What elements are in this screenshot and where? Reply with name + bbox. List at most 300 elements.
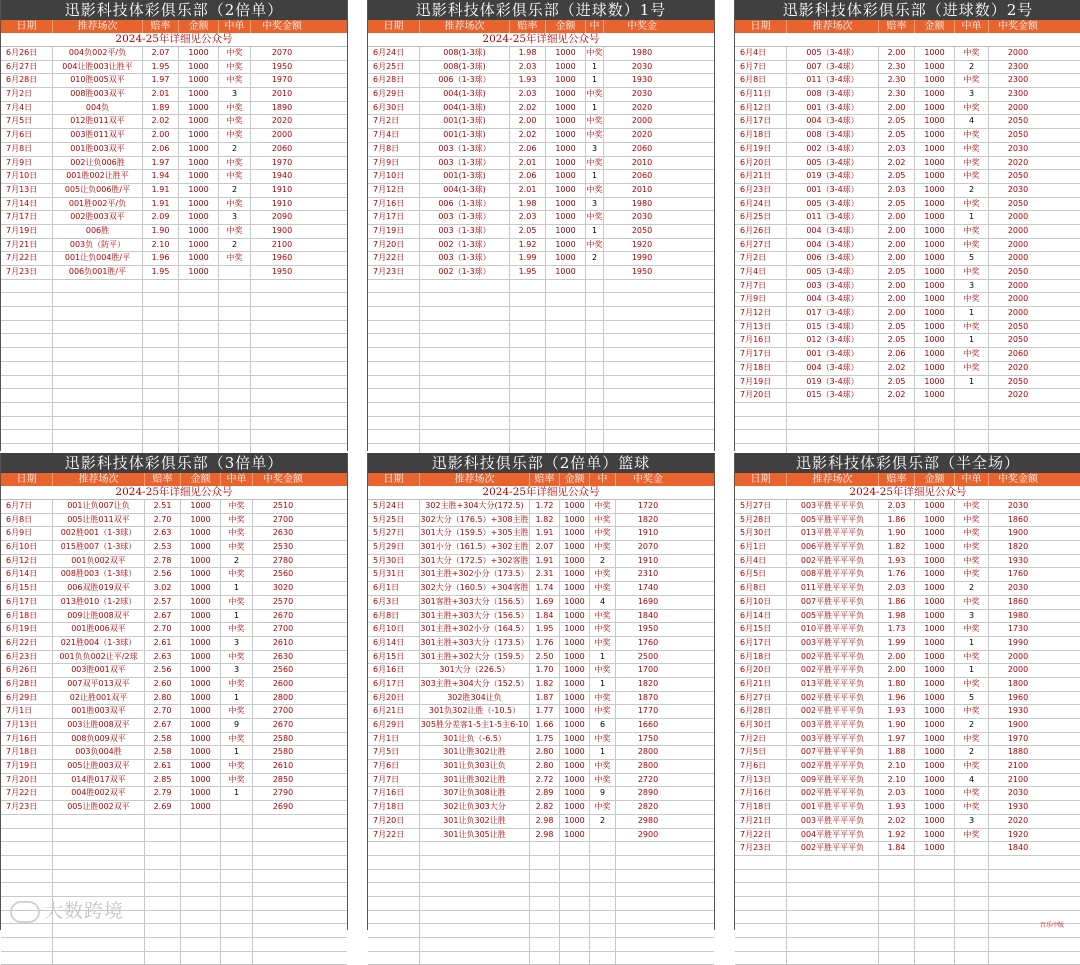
table-cell: 2820 [637, 802, 659, 812]
table-cell: 301大分（226.5） [420, 664, 530, 677]
table-cell [368, 883, 420, 896]
table-cell: 001平胜平平平负 [787, 801, 879, 814]
table-cell: 012胜011双平 [53, 115, 143, 128]
table-cell: 013胜010（1-2球） [53, 596, 145, 609]
table-row [368, 239, 714, 253]
table-cell: 1.99 [879, 637, 915, 650]
table-cell [143, 321, 179, 334]
table-row [1, 870, 347, 884]
table-row [368, 856, 714, 870]
table-cell [586, 266, 604, 279]
table-cell: 006负001胜/平 [53, 266, 143, 279]
table-cell: 1760 [1007, 569, 1029, 579]
table-cell: 2.00 [879, 211, 915, 224]
table-cell: 002（3-4球） [787, 143, 879, 156]
table-cell [955, 897, 989, 910]
table-cell: 中奖 [219, 102, 251, 115]
table-row [1, 760, 347, 774]
table-cell [989, 924, 1047, 937]
table-cell: 1.76 [879, 568, 915, 581]
table-cell: 1860 [1007, 596, 1029, 606]
table-cell: 1000 [546, 47, 586, 60]
table-cell: 6月29日 [1, 692, 53, 705]
table-cell [510, 293, 546, 306]
table-cell: 2.70 [145, 705, 181, 718]
table-cell: 1 [590, 678, 616, 691]
table-cell: 2560 [272, 569, 294, 579]
table-cell [530, 842, 560, 855]
header-cell: 赔率 [145, 473, 181, 486]
table-cell [145, 897, 181, 910]
table-cell [143, 417, 179, 430]
table-cell [368, 924, 420, 937]
table-cell: 008（3-4球） [787, 129, 879, 142]
table-row [1, 692, 347, 706]
header-row [368, 473, 714, 486]
table-cell: 6月29日 [368, 719, 420, 732]
table-cell [879, 430, 915, 443]
table-cell [616, 952, 680, 965]
table-half-full [734, 453, 1080, 930]
table-cell: 1000 [560, 774, 590, 787]
table-cell: 6月27日 [735, 692, 787, 705]
table-cell: 1750 [637, 733, 659, 743]
table-row [735, 514, 1080, 528]
table-cell [420, 856, 530, 869]
table-cell [879, 897, 915, 910]
table-cell: 6月14日 [368, 637, 420, 650]
table-cell [1, 307, 53, 320]
table-cell: 015（3-4球） [787, 321, 879, 334]
table-cell: 1.98 [510, 198, 546, 211]
table-cell: 002平胜平平平负 [787, 842, 879, 855]
table-row [735, 47, 1080, 61]
table-cell: 2530 [272, 542, 294, 552]
table-cell: 6月22日 [1, 637, 53, 650]
table-cell [179, 280, 219, 293]
table-cell: 1.93 [879, 705, 915, 718]
table-cell: 1.91 [530, 527, 560, 540]
table-row [1, 733, 347, 747]
table-row [1, 801, 347, 815]
table-row [1, 225, 347, 239]
table-row [368, 924, 714, 938]
table-cell [735, 883, 787, 896]
table-cell [546, 362, 586, 375]
table-cell: 6月10日 [735, 596, 787, 609]
table-cell: 9 [221, 719, 253, 732]
table-cell: 002平胜平平平负 [787, 787, 879, 800]
table-cell: 2.02 [510, 102, 546, 115]
table-cell: 1000 [181, 514, 221, 527]
table-cell [989, 856, 1047, 869]
table-cell: 2 [586, 252, 604, 265]
table-cell [616, 842, 680, 855]
table-cell: 2.00 [510, 115, 546, 128]
table-cell [221, 815, 253, 828]
table-cell: 1000 [179, 239, 219, 252]
table-cell: 6月30日 [735, 719, 787, 732]
table-cell: 010胜005双平 [53, 74, 143, 87]
table-cell: 1000 [546, 211, 586, 224]
table-cell [735, 938, 787, 951]
table-cell [221, 842, 253, 855]
table-cell: 1000 [560, 733, 590, 746]
table-row [1, 555, 347, 569]
table-row [735, 952, 1080, 965]
table-cell: 7月19日 [1, 225, 53, 238]
table-cell [420, 403, 510, 416]
table-row [368, 678, 714, 692]
header-cell: 中单 [219, 20, 251, 33]
table-cell: 中奖 [590, 568, 616, 581]
table-row [1, 719, 347, 733]
table-row [368, 74, 714, 88]
table-cell: 1000 [915, 527, 955, 540]
table-cell: 2050 [1007, 321, 1029, 331]
table-cell: 6月18日 [735, 129, 787, 142]
table-cell [53, 924, 145, 937]
table-cell: 2050 [1007, 116, 1029, 126]
table-cell: 6月1日 [735, 541, 787, 554]
table-cell: 2670 [272, 720, 294, 729]
table-cell: 6 [590, 719, 616, 732]
table-cell: 1000 [181, 692, 221, 705]
table-cell [955, 389, 989, 402]
table-row [1, 815, 347, 829]
table-row [735, 664, 1080, 678]
table-cell: 1000 [915, 362, 955, 375]
table-cell [735, 430, 787, 443]
table-cell: 中奖 [221, 568, 253, 581]
table-cell: 7月23日 [1, 266, 53, 279]
table-cell: 1000 [560, 651, 590, 664]
table-cell [1, 348, 53, 361]
table-cell [221, 911, 253, 924]
table-cell [420, 842, 530, 855]
table-cell: 2000 [1007, 308, 1029, 318]
table-cell: 008胜003双平 [53, 88, 143, 101]
table-cell: 2020 [1007, 362, 1029, 372]
table-cell: 2790 [272, 788, 294, 798]
watermark [10, 896, 124, 923]
table-cell [586, 362, 604, 375]
table-cell [604, 403, 680, 416]
table-cell: 008负009双平 [53, 733, 145, 746]
table-cell [420, 334, 510, 347]
table-row [735, 842, 1080, 856]
table-cell [420, 924, 530, 937]
table-cell: 2 [955, 61, 989, 74]
table-cell: 2.89 [530, 787, 560, 800]
table-cell: 7月20日 [368, 815, 420, 828]
table-cell [915, 911, 955, 924]
header-cell: 金额 [560, 473, 590, 486]
table-cell: 1000 [560, 610, 590, 623]
table-cell [735, 924, 787, 937]
table-cell: 1000 [560, 719, 590, 732]
table-cell: 2000 [1007, 665, 1029, 675]
table-cell [510, 389, 546, 402]
table-cell: 002（1-3球） [420, 239, 510, 252]
table-row [735, 774, 1080, 788]
table-cell [1, 815, 53, 828]
table-cell [143, 307, 179, 320]
table-row [1, 211, 347, 225]
table-cell: 1.93 [510, 74, 546, 87]
table-cell [590, 897, 616, 910]
table-cell: 中奖 [590, 514, 616, 527]
header-cell: 中奖金额 [263, 474, 303, 485]
table-cell: 2050 [1007, 171, 1029, 181]
table-3x-single [0, 453, 348, 930]
table-cell: 302大分（176.5）+308主胜 [420, 514, 530, 527]
table-cell: 中奖 [221, 623, 253, 636]
table-row [368, 514, 714, 528]
table-cell: 6月17日 [1, 596, 53, 609]
table-cell [879, 403, 915, 416]
table-row [1, 678, 347, 692]
table-row [735, 500, 1080, 514]
table-cell [181, 842, 221, 855]
table-cell: 003（1-3球） [420, 225, 510, 238]
table-cell: 中奖 [590, 801, 616, 814]
table-cell: 1000 [546, 129, 586, 142]
table-cell [253, 842, 313, 855]
table-row [368, 47, 714, 61]
table-cell: 中奖 [586, 157, 604, 170]
table-cell: 1 [586, 225, 604, 238]
table-cell: 005让负006胜/平 [53, 184, 143, 197]
table-cell: 001（3-4球） [787, 184, 879, 197]
table-cell: 中奖 [219, 61, 251, 74]
header-cell: 中奖金额 [998, 474, 1038, 485]
table-cell: 2310 [637, 569, 659, 579]
table-cell [879, 952, 915, 965]
table-cell: 1.86 [879, 514, 915, 527]
table-cell: 1000 [179, 184, 219, 197]
table-row [1, 746, 347, 760]
table-cell: 004(1-3球) [420, 102, 510, 115]
table-row [1, 376, 347, 390]
table-cell: 2050 [1007, 198, 1029, 208]
table-cell: 001胜002平/负 [53, 198, 143, 211]
table-cell: 2.03 [879, 582, 915, 595]
table-cell: 003负004胜 [53, 746, 145, 759]
table-cell: 1000 [915, 651, 955, 664]
table-cell: 2.31 [530, 568, 560, 581]
table-cell: 1.97 [143, 74, 179, 87]
table-cell: 1.84 [879, 842, 915, 855]
table-row [735, 293, 1080, 307]
table-cell [53, 430, 143, 443]
table-cell: 7月6日 [735, 760, 787, 773]
table-cell: 7月9日 [735, 293, 787, 306]
table-cell: 2.70 [145, 623, 181, 636]
table-basketball [367, 453, 715, 930]
table-cell [145, 815, 181, 828]
table-cell [219, 293, 251, 306]
table-cell [368, 348, 420, 361]
header-cell: 中奖金额 [998, 21, 1038, 32]
table-cell: 2 [219, 184, 251, 197]
table-cell [221, 801, 253, 814]
table-cell: 2 [219, 239, 251, 252]
table-cell: 1000 [181, 651, 221, 664]
table-row [735, 883, 1080, 897]
table-cell: 7月16日 [368, 198, 420, 211]
table-cell: 中奖 [586, 239, 604, 252]
table-cell [546, 293, 586, 306]
table-row [1, 856, 347, 870]
table-cell [530, 883, 560, 896]
table-cell [989, 870, 1047, 883]
table-cell: 2010 [631, 157, 653, 167]
table-cell [1, 870, 53, 883]
table-cell: 1.77 [530, 705, 560, 718]
table-cell: 2050 [631, 225, 653, 235]
table-cell: 2.05 [879, 115, 915, 128]
table-cell: 1970 [1007, 733, 1029, 743]
table-cell: 2050 [1007, 130, 1029, 140]
header-cell: 推荐场次 [53, 473, 145, 486]
table-row [368, 568, 714, 582]
table-row [1, 514, 347, 528]
table-row [368, 801, 714, 815]
table-cell: 1000 [915, 198, 955, 211]
subtitle-row: 2024-25年详细见公众号 [368, 33, 714, 47]
table-cell [368, 389, 420, 402]
table-cell [179, 417, 219, 430]
table-cell: 6月18日 [735, 651, 787, 664]
table-cell: 7月16日 [735, 334, 787, 347]
header-row [368, 20, 714, 33]
table-cell: 1760 [637, 637, 659, 647]
table-cell [251, 362, 313, 375]
table-cell: 6月8日 [368, 610, 420, 623]
table-cell: 3020 [272, 583, 294, 593]
table-cell [219, 348, 251, 361]
table-cell: 7月20日 [368, 239, 420, 252]
table-cell [420, 430, 510, 443]
table-cell [179, 430, 219, 443]
table-cell: 1950 [271, 267, 293, 276]
table-cell: 中奖 [221, 760, 253, 773]
table-cell: 6月7日 [1, 500, 53, 513]
table-cell: 2.10 [879, 774, 915, 787]
table-cell [879, 883, 915, 896]
table-cell: 7月23日 [368, 266, 420, 279]
table-cell: 2 [955, 746, 989, 759]
table-cell: 7月9日 [1, 157, 53, 170]
table-cell: 003让胜008双平 [53, 719, 145, 732]
table-cell: 中奖 [586, 129, 604, 142]
table-row [1, 293, 347, 307]
subtitle-row [735, 33, 1080, 47]
table-cell: 7月21日 [735, 815, 787, 828]
table-cell: 中奖 [955, 321, 989, 334]
table-row [735, 623, 1080, 637]
table-cell [1, 952, 53, 965]
corner-stamp: 百乐中版 [1040, 922, 1065, 929]
table-cell: 012（3-4球） [787, 334, 879, 347]
table-row [368, 774, 714, 788]
table-cell: 中奖 [955, 829, 989, 842]
table-row [368, 541, 714, 555]
table-cell: 中奖 [955, 568, 989, 581]
table-cell: 2560 [272, 665, 294, 675]
table-cell: 2.00 [879, 664, 915, 677]
table-cell: 2020 [631, 102, 653, 112]
table-cell: 1000 [546, 102, 586, 115]
table-cell [735, 897, 787, 910]
table-cell [586, 307, 604, 320]
table-cell: 1970 [271, 157, 293, 167]
table-cell: 002平胜平平平负 [787, 664, 879, 677]
table-cell [530, 952, 560, 965]
table-cell [368, 307, 420, 320]
table-row [1, 403, 347, 417]
table-cell [253, 924, 313, 937]
table-cell: 2.05 [879, 266, 915, 279]
table-cell: 6月15日 [368, 651, 420, 664]
table-row [368, 692, 714, 706]
table-cell: 6月23日 [735, 184, 787, 197]
table-cell: 2000 [271, 130, 293, 140]
table-cell: 2.80 [530, 760, 560, 773]
table-cell: 1930 [1007, 802, 1029, 812]
table-cell: 004（3-4球） [787, 225, 879, 238]
table-cell: 2.70 [145, 514, 181, 527]
table-cell: 1000 [915, 280, 955, 293]
table-cell: 7月23日 [1, 801, 53, 814]
table-cell [53, 842, 145, 855]
table-cell: 1000 [560, 760, 590, 773]
table-cell: 7月2日 [368, 115, 420, 128]
table-cell: 2.69 [145, 801, 181, 814]
table-cell: 2.00 [879, 280, 915, 293]
table-row [1, 239, 347, 253]
table-cell [604, 376, 680, 389]
table-cell: 中奖 [955, 787, 989, 800]
table-cell: 6月19日 [735, 143, 787, 156]
subtitle-row: 2024-25年详细见公众号 [368, 486, 714, 500]
table-row [1, 568, 347, 582]
table-cell: 2060 [631, 171, 653, 181]
table-cell: 001(1-3球) [420, 170, 510, 183]
table-cell: 1900 [1007, 528, 1029, 538]
table-cell [616, 897, 680, 910]
table-cell [420, 870, 530, 883]
table-cell: 6月17日 [368, 678, 420, 691]
table-cell: 中奖 [955, 705, 989, 718]
table-cell: 2000 [1007, 253, 1029, 263]
table-cell: 3 [955, 280, 989, 293]
table-cell: 004（3-4球） [787, 362, 879, 375]
table-cell: 2020 [631, 130, 653, 140]
table-cell: 1000 [179, 61, 219, 74]
table-cell: 6月7日 [735, 61, 787, 74]
table-row [735, 815, 1080, 829]
table-cell: 2.80 [530, 746, 560, 759]
table-cell [787, 952, 879, 965]
table-cell: 1000 [915, 692, 955, 705]
table-cell [219, 266, 251, 279]
table-cell: 009平胜平平平负 [787, 774, 879, 787]
table-cell: 1000 [179, 129, 219, 142]
table-cell [915, 897, 955, 910]
table-row [368, 61, 714, 75]
